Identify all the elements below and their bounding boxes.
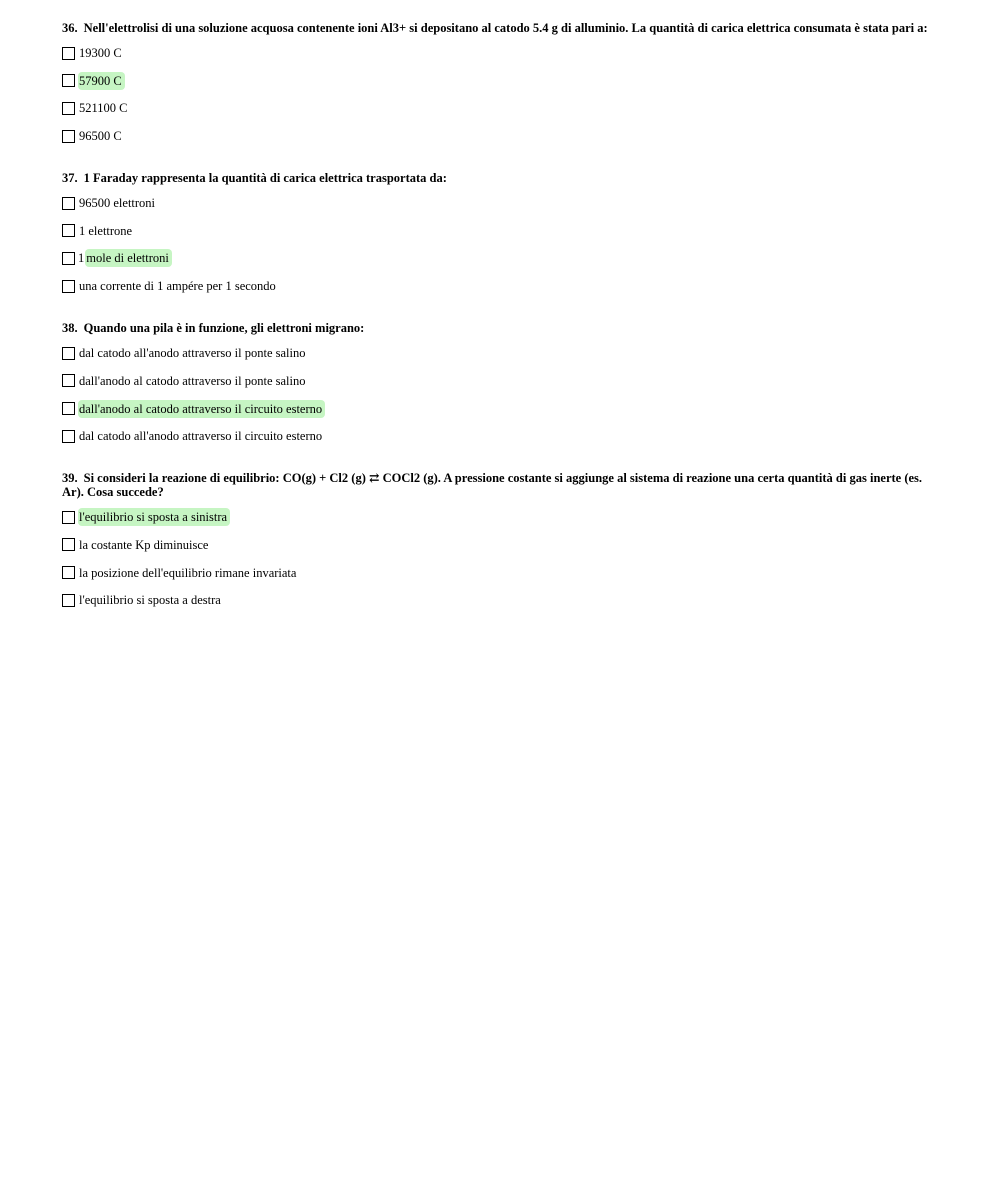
- option-row-correct[interactable]: [62, 249, 940, 267]
- answer-checkbox[interactable]: [62, 197, 75, 210]
- answer-checkbox[interactable]: [62, 402, 75, 415]
- question-text: [62, 171, 940, 185]
- answer-checkbox[interactable]: [62, 430, 75, 443]
- option-label-correct: l'equilibrio si sposta a sinistra: [78, 508, 230, 526]
- option-row[interactable]: [62, 564, 940, 582]
- option-label: 96500 C: [79, 129, 122, 144]
- option-row-correct[interactable]: [62, 72, 940, 90]
- option-row[interactable]: [62, 194, 940, 212]
- option-label-correct: dall'anodo al catodo attraverso il circuito esterno: [78, 400, 325, 418]
- question-number: 36.: [62, 21, 78, 35]
- question-text: [62, 321, 940, 335]
- option-row[interactable]: [62, 99, 940, 117]
- option-row[interactable]: [62, 536, 940, 554]
- question-body: 1 Faraday rappresenta la quantità di carica elettrica trasportata da:: [83, 171, 447, 186]
- answer-checkbox[interactable]: [62, 566, 75, 579]
- option-row[interactable]: [62, 127, 940, 145]
- option-row[interactable]: [62, 222, 940, 240]
- answer-checkbox[interactable]: [62, 252, 75, 265]
- question-body: Quando una pila è in funzione, gli elettroni migrano:: [83, 321, 365, 336]
- option-row[interactable]: [62, 591, 940, 609]
- question-38: [62, 321, 940, 445]
- option-label: 1 elettrone: [79, 223, 133, 238]
- question-body: Nell'elettrolisi di una soluzione acquosa contenente ioni Al3+ si depositano al catodo 5.4 g di alluminio. La quantità di carica elettrica consumata è stata pari a:: [83, 21, 928, 35]
- option-row-correct[interactable]: [62, 508, 940, 526]
- option-label-correct: mole di elettroni: [85, 249, 172, 267]
- quiz-page: [62, 21, 940, 635]
- option-label: 96500 elettroni: [79, 196, 156, 211]
- option-label: la costante Kp diminuisce: [79, 537, 209, 552]
- option-label-correct: 57900 C: [78, 72, 125, 90]
- answer-checkbox[interactable]: [62, 280, 75, 293]
- answer-checkbox[interactable]: [62, 224, 75, 237]
- question-number: 39.: [62, 471, 78, 486]
- option-row[interactable]: [62, 44, 940, 62]
- option-label: dal catodo all'anodo attraverso il circuito esterno: [79, 429, 323, 444]
- option-label: dall'anodo al catodo attraverso il ponte salino: [79, 373, 306, 388]
- option-label: una corrente di 1 ampére per 1 secondo: [79, 279, 276, 294]
- answer-checkbox[interactable]: [62, 538, 75, 551]
- answer-checkbox[interactable]: [62, 47, 75, 60]
- answer-checkbox[interactable]: [62, 511, 75, 524]
- option-label: la posizione dell'equilibrio rimane invariata: [79, 565, 297, 580]
- answer-checkbox[interactable]: [62, 374, 75, 387]
- option-row[interactable]: [62, 344, 940, 362]
- answer-checkbox[interactable]: [62, 74, 75, 87]
- answer-checkbox[interactable]: [62, 130, 75, 143]
- option-row[interactable]: [62, 372, 940, 390]
- question-36: [62, 21, 940, 145]
- question-number: 38.: [62, 321, 78, 336]
- option-prefix: 1: [78, 251, 85, 266]
- question-37: [62, 171, 940, 295]
- option-label: 19300 C: [79, 46, 122, 60]
- question-body: Si consideri la reazione di equilibrio: CO(g) + Cl2 (g) ⇄ COCl2 (g). A pressione costante si aggiunge al sistema di reazione una certa quantità di gas inerte (es. Ar). Cosa succede?: [62, 471, 923, 500]
- option-label: 521100 C: [79, 101, 128, 116]
- answer-checkbox[interactable]: [62, 347, 75, 360]
- option-row[interactable]: [62, 277, 940, 295]
- answer-checkbox[interactable]: [62, 102, 75, 115]
- question-39: [62, 471, 940, 609]
- option-row-correct[interactable]: [62, 400, 940, 418]
- option-row[interactable]: [62, 427, 940, 445]
- option-label: dal catodo all'anodo attraverso il ponte salino: [79, 346, 306, 361]
- question-number: 37.: [62, 171, 78, 186]
- question-text: [62, 21, 940, 35]
- option-label: l'equilibrio si sposta a destra: [79, 593, 221, 608]
- question-text: [62, 471, 940, 499]
- answer-checkbox[interactable]: [62, 594, 75, 607]
